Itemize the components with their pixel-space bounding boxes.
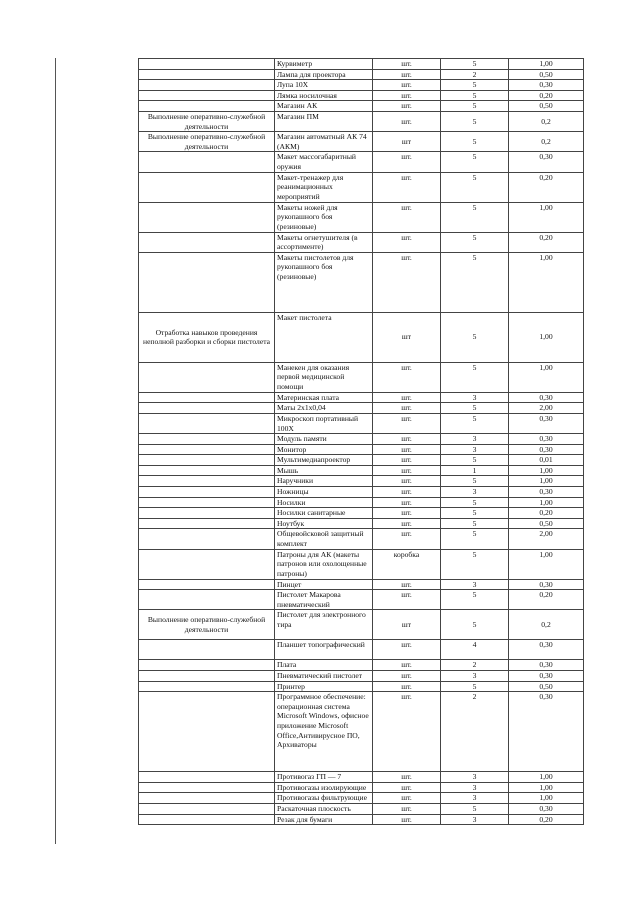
unit-cell: шт.: [373, 529, 441, 549]
quantity-cell: 5: [441, 803, 509, 814]
item-name-cell: Противогазы изолирующие: [275, 782, 373, 793]
activity-cell: [139, 681, 275, 692]
table-row: [139, 610, 584, 640]
coefficient-cell: 1,00: [509, 202, 584, 232]
table-row: [139, 803, 584, 814]
coefficient-cell: 0,30: [509, 434, 584, 445]
table-row: [139, 413, 584, 433]
item-name-cell: Макеты огнетушителя (в ассортименте): [275, 232, 373, 252]
unit-cell: шт.: [373, 782, 441, 793]
activity-cell: [139, 392, 275, 403]
unit-cell: шт.: [373, 434, 441, 445]
activity-cell: [139, 497, 275, 508]
item-name-cell: Магазин АК: [275, 101, 373, 112]
quantity-cell: 5: [441, 476, 509, 487]
quantity-cell: 3: [441, 579, 509, 590]
unit-cell: шт.: [373, 80, 441, 91]
item-name-cell: Материнская плата: [275, 392, 373, 403]
item-name-cell: Модуль памяти: [275, 434, 373, 445]
unit-cell: шт.: [373, 232, 441, 252]
coefficient-cell: 1,00: [509, 549, 584, 579]
activity-cell: [139, 80, 275, 91]
item-name-cell: Манекен для оказания первой медицинской помощи: [275, 362, 373, 392]
table-row: [139, 101, 584, 112]
quantity-cell: 5: [441, 508, 509, 519]
activity-cell: [139, 152, 275, 172]
coefficient-cell: 0,20: [509, 90, 584, 101]
activity-cell: [139, 202, 275, 232]
activity-cell: [139, 444, 275, 455]
unit-cell: шт.: [373, 252, 441, 312]
activity-cell: [139, 518, 275, 529]
quantity-cell: 5: [441, 413, 509, 433]
activity-cell: [139, 793, 275, 804]
table-row: [139, 590, 584, 610]
coefficient-cell: 1,00: [509, 59, 584, 70]
activity-cell: [139, 487, 275, 498]
equipment-table-body: [139, 59, 584, 825]
activity-cell: [139, 232, 275, 252]
table-row: [139, 529, 584, 549]
activity-cell: [139, 671, 275, 682]
unit-cell: шт.: [373, 497, 441, 508]
coefficient-cell: 0,30: [509, 803, 584, 814]
coefficient-cell: 0,50: [509, 69, 584, 80]
table-row: [139, 80, 584, 91]
item-name-cell: Программное обеспечение: операционная система Microsoft Windows, офисное приложение Microsoft Office,Антивирусное ПО, Архиваторы: [275, 692, 373, 772]
quantity-cell: 3: [441, 772, 509, 783]
table-row: [139, 518, 584, 529]
activity-cell: [139, 814, 275, 825]
activity-cell: [139, 252, 275, 312]
activity-cell: [139, 434, 275, 445]
unit-cell: шт.: [373, 814, 441, 825]
coefficient-cell: 0,30: [509, 444, 584, 455]
quantity-cell: 5: [441, 232, 509, 252]
item-name-cell: Макеты пистолетов для рукопашного боя (резиновые): [275, 252, 373, 312]
item-name-cell: Наручники: [275, 476, 373, 487]
activity-cell: [139, 529, 275, 549]
activity-cell: Выполнение оперативно-служебной деятельности: [139, 111, 275, 131]
unit-cell: шт.: [373, 392, 441, 403]
quantity-cell: 5: [441, 202, 509, 232]
unit-cell: шт.: [373, 413, 441, 433]
coefficient-cell: 0,20: [509, 172, 584, 202]
table-row: [139, 59, 584, 70]
item-name-cell: Противогазы фильтрующие: [275, 793, 373, 804]
activity-cell: [139, 476, 275, 487]
table-row: [139, 814, 584, 825]
table-row: [139, 772, 584, 783]
activity-cell: [139, 692, 275, 772]
quantity-cell: 5: [441, 590, 509, 610]
table-row: [139, 152, 584, 172]
unit-cell: шт.: [373, 803, 441, 814]
activity-cell: [139, 465, 275, 476]
quantity-cell: 2: [441, 660, 509, 671]
unit-cell: шт.: [373, 202, 441, 232]
table-row: [139, 660, 584, 671]
coefficient-cell: 0,50: [509, 518, 584, 529]
coefficient-cell: 0,2: [509, 610, 584, 640]
item-name-cell: Пинцет: [275, 579, 373, 590]
quantity-cell: 3: [441, 671, 509, 682]
coefficient-cell: 0,30: [509, 579, 584, 590]
item-name-cell: Резак для бумаги: [275, 814, 373, 825]
item-name-cell: Ножницы: [275, 487, 373, 498]
item-name-cell: Лампа для проектора: [275, 69, 373, 80]
activity-cell: [139, 549, 275, 579]
activity-cell: [139, 772, 275, 783]
unit-cell: шт.: [373, 487, 441, 498]
coefficient-cell: 0,01: [509, 455, 584, 466]
coefficient-cell: 0,30: [509, 671, 584, 682]
table-row: [139, 252, 584, 312]
item-name-cell: Макет пистолета: [275, 312, 373, 362]
table-row: [139, 90, 584, 101]
quantity-cell: 2: [441, 69, 509, 80]
quantity-cell: 5: [441, 529, 509, 549]
coefficient-cell: 0,20: [509, 814, 584, 825]
quantity-cell: 3: [441, 434, 509, 445]
table-row: [139, 793, 584, 804]
coefficient-cell: 0,30: [509, 640, 584, 660]
table-row: [139, 392, 584, 403]
item-name-cell: Носилки санитарные: [275, 508, 373, 519]
unit-cell: шт.: [373, 579, 441, 590]
quantity-cell: 5: [441, 455, 509, 466]
item-name-cell: Мышь: [275, 465, 373, 476]
item-name-cell: Противогаз ГП — 7: [275, 772, 373, 783]
unit-cell: шт.: [373, 681, 441, 692]
unit-cell: шт.: [373, 455, 441, 466]
table-row: [139, 782, 584, 793]
activity-cell: [139, 413, 275, 433]
item-name-cell: Магазин ПМ: [275, 111, 373, 131]
quantity-cell: 3: [441, 793, 509, 804]
activity-cell: [139, 59, 275, 70]
unit-cell: шт.: [373, 465, 441, 476]
coefficient-cell: 0,30: [509, 80, 584, 91]
quantity-cell: 5: [441, 497, 509, 508]
coefficient-cell: 2,00: [509, 529, 584, 549]
coefficient-cell: 1,00: [509, 497, 584, 508]
item-name-cell: Макет-тренажер для реанимационных мероприятий: [275, 172, 373, 202]
coefficient-cell: 1,00: [509, 772, 584, 783]
unit-cell: шт.: [373, 444, 441, 455]
activity-cell: [139, 455, 275, 466]
item-name-cell: Курвиметр: [275, 59, 373, 70]
activity-cell: [139, 579, 275, 590]
activity-cell: [139, 69, 275, 80]
coefficient-cell: 0,20: [509, 508, 584, 519]
coefficient-cell: 0,30: [509, 152, 584, 172]
item-name-cell: Лямка носилочная: [275, 90, 373, 101]
table-row: [139, 579, 584, 590]
quantity-cell: 4: [441, 640, 509, 660]
item-name-cell: Общевойсковой защитный комплект: [275, 529, 373, 549]
coefficient-cell: 0,20: [509, 232, 584, 252]
table-row: [139, 403, 584, 414]
activity-cell: [139, 362, 275, 392]
coefficient-cell: 0,50: [509, 101, 584, 112]
quantity-cell: 5: [441, 101, 509, 112]
item-name-cell: Маты 2х1х0,04: [275, 403, 373, 414]
table-row: [139, 172, 584, 202]
coefficient-cell: 1,00: [509, 362, 584, 392]
coefficient-cell: 1,00: [509, 465, 584, 476]
table-row: [139, 202, 584, 232]
table-row: [139, 132, 584, 152]
unit-cell: шт.: [373, 590, 441, 610]
coefficient-cell: 0,20: [509, 590, 584, 610]
unit-cell: шт.: [373, 403, 441, 414]
quantity-cell: 3: [441, 782, 509, 793]
activity-cell: [139, 508, 275, 519]
quantity-cell: 5: [441, 90, 509, 101]
unit-cell: шт.: [373, 793, 441, 804]
item-name-cell: Носилки: [275, 497, 373, 508]
page-margin-rule: [55, 58, 56, 844]
quantity-cell: 5: [441, 252, 509, 312]
quantity-cell: 5: [441, 312, 509, 362]
activity-cell: Выполнение оперативно-служебной деятельности: [139, 132, 275, 152]
item-name-cell: Принтер: [275, 681, 373, 692]
table-row: [139, 549, 584, 579]
table-row: [139, 497, 584, 508]
activity-cell: [139, 90, 275, 101]
quantity-cell: 5: [441, 681, 509, 692]
table-row: [139, 232, 584, 252]
quantity-cell: 5: [441, 403, 509, 414]
quantity-cell: 1: [441, 465, 509, 476]
unit-cell: шт.: [373, 362, 441, 392]
unit-cell: шт.: [373, 518, 441, 529]
unit-cell: шт.: [373, 152, 441, 172]
table-row: [139, 465, 584, 476]
activity-cell: [139, 803, 275, 814]
coefficient-cell: 0,2: [509, 111, 584, 131]
activity-cell: [139, 590, 275, 610]
unit-cell: коробка: [373, 549, 441, 579]
unit-cell: шт.: [373, 508, 441, 519]
coefficient-cell: 0,30: [509, 692, 584, 772]
unit-cell: шт: [373, 312, 441, 362]
activity-cell: [139, 782, 275, 793]
activity-cell: Выполнение оперативно-служебной деятельности: [139, 610, 275, 640]
quantity-cell: 5: [441, 80, 509, 91]
quantity-cell: 5: [441, 152, 509, 172]
quantity-cell: 3: [441, 487, 509, 498]
item-name-cell: Мультимедиапроектор: [275, 455, 373, 466]
table-row: [139, 455, 584, 466]
table-row: [139, 671, 584, 682]
unit-cell: шт.: [373, 772, 441, 783]
item-name-cell: Магазин автоматный АК 74 (АКМ): [275, 132, 373, 152]
item-name-cell: Лупа 10Х: [275, 80, 373, 91]
unit-cell: шт.: [373, 692, 441, 772]
coefficient-cell: 0,2: [509, 132, 584, 152]
coefficient-cell: 1,00: [509, 782, 584, 793]
table-row: [139, 640, 584, 660]
item-name-cell: Ноутбук: [275, 518, 373, 529]
unit-cell: шт: [373, 610, 441, 640]
item-name-cell: Патроны для АК (макеты патронов или охолощенные патроны): [275, 549, 373, 579]
activity-cell: [139, 172, 275, 202]
item-name-cell: Монитор: [275, 444, 373, 455]
quantity-cell: 3: [441, 444, 509, 455]
quantity-cell: 5: [441, 518, 509, 529]
table-row: [139, 692, 584, 772]
quantity-cell: 5: [441, 610, 509, 640]
item-name-cell: Макет массогабаритный оружия: [275, 152, 373, 172]
item-name-cell: Планшет топографический: [275, 640, 373, 660]
quantity-cell: 5: [441, 172, 509, 202]
quantity-cell: 3: [441, 814, 509, 825]
coefficient-cell: 0,50: [509, 681, 584, 692]
unit-cell: шт.: [373, 172, 441, 202]
coefficient-cell: 0,30: [509, 413, 584, 433]
unit-cell: шт.: [373, 660, 441, 671]
coefficient-cell: 2,00: [509, 403, 584, 414]
item-name-cell: Плата: [275, 660, 373, 671]
quantity-cell: 2: [441, 692, 509, 772]
item-name-cell: Пневматический пистолет: [275, 671, 373, 682]
unit-cell: шт.: [373, 476, 441, 487]
table-row: [139, 434, 584, 445]
quantity-cell: 5: [441, 59, 509, 70]
quantity-cell: 5: [441, 132, 509, 152]
unit-cell: шт: [373, 132, 441, 152]
table-row: [139, 362, 584, 392]
coefficient-cell: 0,30: [509, 487, 584, 498]
table-row: [139, 312, 584, 362]
table-row: [139, 487, 584, 498]
unit-cell: шт.: [373, 111, 441, 131]
unit-cell: шт.: [373, 640, 441, 660]
table-row: [139, 444, 584, 455]
unit-cell: шт.: [373, 101, 441, 112]
coefficient-cell: 0,30: [509, 392, 584, 403]
coefficient-cell: 1,00: [509, 312, 584, 362]
table-row: [139, 69, 584, 80]
activity-cell: [139, 403, 275, 414]
item-name-cell: Пистолет для электронного тира: [275, 610, 373, 640]
coefficient-cell: 1,00: [509, 793, 584, 804]
activity-cell: Отработка навыков проведения неполной разборки и сборки пистолета: [139, 312, 275, 362]
unit-cell: шт.: [373, 59, 441, 70]
table-row: [139, 508, 584, 519]
table-row: [139, 111, 584, 131]
item-name-cell: Микроскоп портативный 100Х: [275, 413, 373, 433]
table-row: [139, 476, 584, 487]
quantity-cell: 3: [441, 392, 509, 403]
activity-cell: [139, 660, 275, 671]
quantity-cell: 5: [441, 111, 509, 131]
coefficient-cell: 1,00: [509, 252, 584, 312]
quantity-cell: 5: [441, 362, 509, 392]
quantity-cell: 5: [441, 549, 509, 579]
coefficient-cell: 0,30: [509, 660, 584, 671]
item-name-cell: Макеты ножей для рукопашного боя (резиновые): [275, 202, 373, 232]
equipment-table: [138, 58, 584, 825]
unit-cell: шт.: [373, 69, 441, 80]
unit-cell: шт.: [373, 671, 441, 682]
unit-cell: шт.: [373, 90, 441, 101]
item-name-cell: Раскаточная плоскость: [275, 803, 373, 814]
coefficient-cell: 1,00: [509, 476, 584, 487]
activity-cell: [139, 101, 275, 112]
item-name-cell: Пистолет Макарова пневматический: [275, 590, 373, 610]
table-row: [139, 681, 584, 692]
activity-cell: [139, 640, 275, 660]
